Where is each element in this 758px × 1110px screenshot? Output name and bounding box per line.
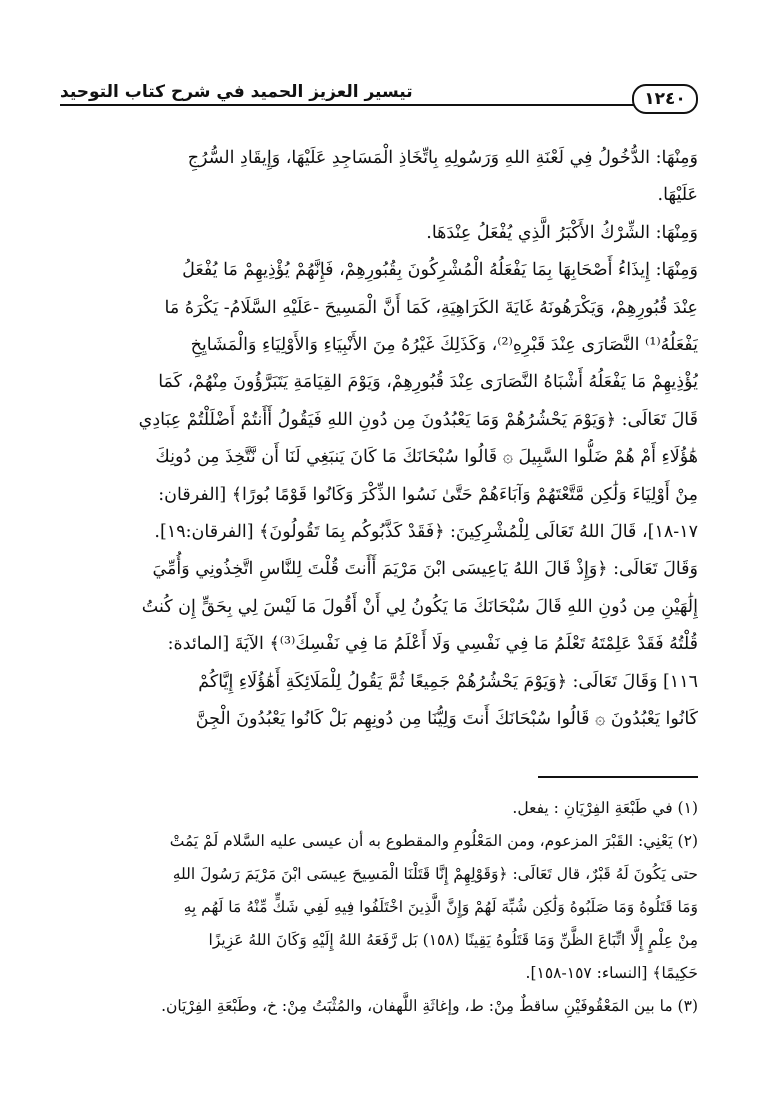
- text-line: مِنْ أَوْلِيَاءَ وَلَٰكِن مَّتَّعْتَهُمْ وَآبَاءَهُمْ حَتَّىٰ نَسُوا الذِّكْرَ وَكَانُوا قَوْمًا بُورًا﴾ [الفرقان:: [158, 484, 698, 505]
- main-text: [60, 140, 698, 739]
- text-line: عِنْدَ قُبُورِهِمْ، وَيَكْرَهُونَهُ غَايَةَ الكَرَاهِيَةِ، كَمَا أَنَّ الْمَسِيحَ -عَلَيْهِ السَّلَامُ- يَكْرَهُ مَا: [164, 297, 698, 318]
- text-line: كَانُوا يَعْبُدُونَ ۞ قَالُوا سُبْحَانَكَ أَنتَ وَلِيُّنَا مِن دُونِهِم بَلْ كَانُوا يَعْبُدُونَ الْجِنَّ: [195, 709, 698, 730]
- text-line: وَمِنْهَا: إِيذَاءُ أَصْحَابِهَا بِمَا يَفْعَلُهُ الْمُشْرِكُونَ بِقُبُورِهِمْ، فَإِنَّهُمْ يُؤْذِيهِمْ مَا يُفْعَلُ: [182, 260, 698, 281]
- book-title: تيسير العزيز الحميد في شرح كتاب التوحيد: [60, 82, 413, 102]
- header-rule: [60, 104, 640, 106]
- footnote-line: (١) في طَبْعَةِ الفِرْيَانِ : يفعل.: [512, 799, 698, 817]
- text-line: يَفْعَلُهُ⁽¹⁾ النَّصَارَى عِنْدَ قَبْرِهِ⁽²⁾، وَكَذَلِكَ غَيْرُهُ مِنَ الأَنْبِيَاءِ وَالأَوْلِيَاءِ وَالْمَشَايِخِ: [190, 335, 698, 356]
- footnote-separator: [538, 776, 698, 778]
- text-line: قُلْتُهُ فَقَدْ عَلِمْتَهُ تَعْلَمُ مَا فِي نَفْسِي وَلَا أَعْلَمُ مَا فِي نَفْسِكَ⁽³⁾﴾ الآيَةَ [المائدة:: [167, 634, 698, 655]
- text-line: وَقَالَ تَعَالَى: ﴿وَإِذْ قَالَ اللهُ يَاعِيسَى ابْنَ مَرْيَمَ أَأَنتَ قُلْتَ لِلنَّاسِ اتَّخِذُونِي وَأُمِّيَ: [152, 559, 698, 580]
- text-line: عَلَيْهَا.: [657, 185, 698, 206]
- text-line: وَمِنْهَا: الدُّخُولُ فِي لَعْنَةِ اللهِ وَرَسُولِهِ بِاتِّخَاذِ الْمَسَاجِدِ عَلَيْهَا، وَإِيقَادِ السُّرُجِ: [187, 148, 698, 168]
- page-number: ١٢٤٠: [632, 84, 698, 114]
- running-header: [60, 78, 698, 112]
- text-line: هَٰؤُلَاءِ أَمْ هُمْ ضَلُّوا السَّبِيلَ ۞ قَالُوا سُبْحَانَكَ مَا كَانَ يَنبَغِي لَنَا أَن نَّتَّخِذَ مِن دُونِكَ: [155, 447, 698, 468]
- footnote-line: وَمَا قَتَلُوهُ وَمَا صَلَبُوهُ وَلَٰكِن شُبِّهَ لَهُمْ وَإِنَّ الَّذِينَ اخْتَلَفُوا فِيهِ لَفِي شَكٍّ مِّنْهُ مَا لَهُم بِهِ: [183, 898, 698, 916]
- footnote-line: مِنْ عِلْمٍ إِلَّا اتِّبَاعَ الظَّنِّ وَمَا قَتَلُوهُ يَقِينًا (١٥٨) بَل رَّفَعَهُ اللهُ إِلَيْهِ وَكَانَ اللهُ عَزِيزًا: [208, 931, 698, 949]
- text-line: إِلَٰهَيْنِ مِن دُونِ اللهِ قَالَ سُبْحَانَكَ مَا يَكُونُ لِي أَنْ أَقُولَ مَا لَيْسَ لِي بِحَقٍّ إِن كُنتُ: [141, 596, 698, 617]
- footnote-line: (٣) ما بين المَعْقُوفَيْنِ ساقطٌ مِنْ: ط، وإغاثَةِ اللَّهفان، والمُثْبَتُ مِنْ: خ، وطَبْعَةِ الفِرْيَان.: [161, 997, 698, 1015]
- text-line: وَمِنْهَا: الشِّرْكُ الأَكْبَرُ الَّذِي يُفْعَلُ عِنْدَهَا.: [426, 222, 698, 243]
- text-line: ١٧-١٨]، قَالَ اللهُ تَعَالَى لِلْمُشْرِكِينَ: ﴿فَقَدْ كَذَّبُوكُم بِمَا تَقُولُونَ﴾ [الفرقان:١٩].: [154, 522, 698, 543]
- footnote-line: حَكِيمًا﴾ [النساء: ١٥٧-١٥٨].: [525, 964, 698, 982]
- text-line: يُؤْذِيهِمْ مَا يَفْعَلُهُ أَشْبَاهُ النَّصَارَى عِنْدَ قُبُورِهِمْ، وَيَوْمَ القِيَامَةِ يَتَبَرَّؤُونَ مِنْهُمْ، كَمَا: [158, 372, 698, 393]
- footnote-line: حتى يَكُونَ لَهُ قَبْرٌ، قال تَعَالَى: ﴿وَقَوْلِهِمْ إِنَّا قَتَلْنَا الْمَسِيحَ عِيسَى ابْنَ مَرْيَمَ رَسُولَ اللهِ: [172, 865, 698, 883]
- text-line: ١١٦] وَقَالَ تَعَالَى: ﴿وَيَوْمَ يَحْشُرُهُمْ جَمِيعًا ثُمَّ يَقُولُ لِلْمَلَائِكَةِ أَهَٰؤُلَاءِ إِيَّاكُمْ: [198, 671, 698, 692]
- footnotes: [60, 792, 698, 1023]
- text-line: قَالَ تَعَالَى: ﴿وَيَوْمَ يَحْشُرُهُمْ وَمَا يَعْبُدُونَ مِن دُونِ اللهِ فَيَقُولُ أَأَنتُمْ أَضْلَلْتُمْ عِبَادِي: [138, 409, 698, 430]
- footnote-line: (٢) يَعْنِي: القَبْرَ المزعوم، ومن المَعْلُومِ والمقطوع به أن عيسى عليه السَّلام لَمْ يَمُتْ: [169, 832, 698, 850]
